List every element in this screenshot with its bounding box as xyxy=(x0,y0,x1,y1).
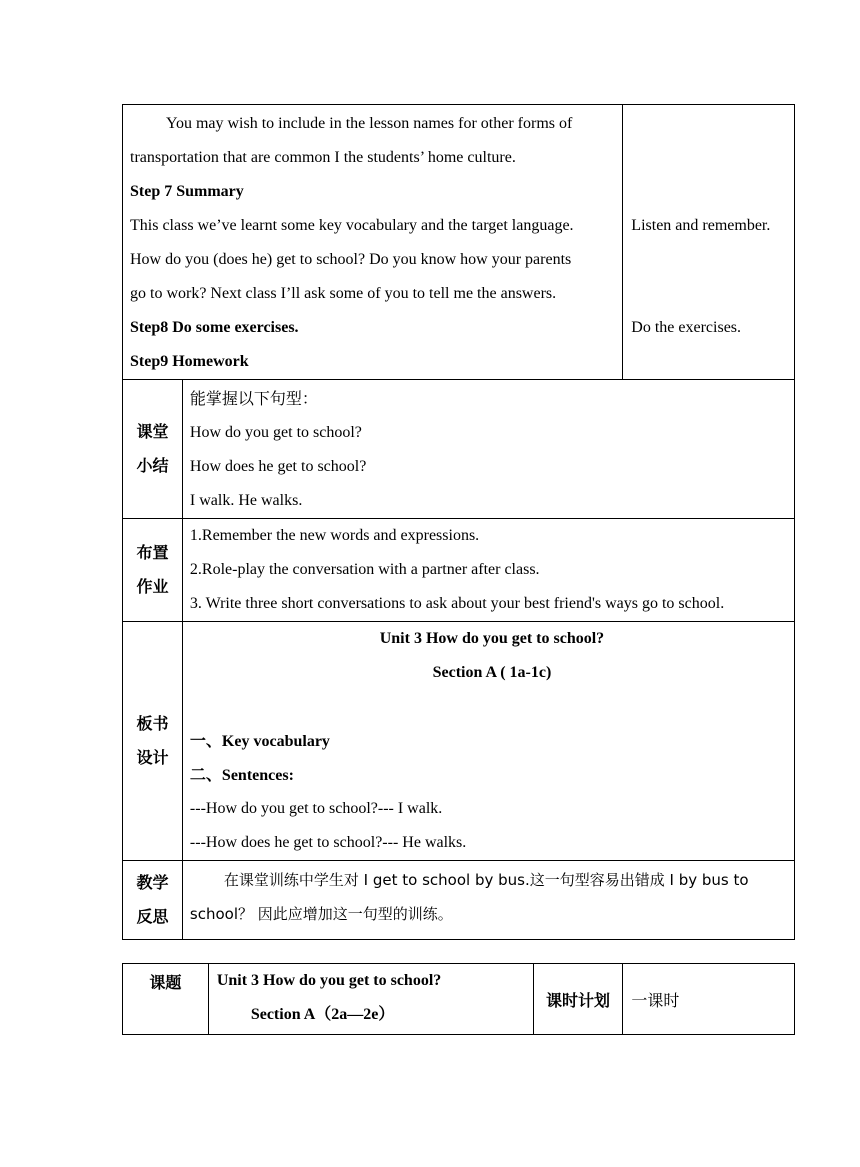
procedure-row xyxy=(123,105,795,380)
board-label: 板书 设计 xyxy=(123,622,183,861)
plan-row xyxy=(123,964,795,1035)
period-value: 一课时 xyxy=(623,964,795,1035)
key-vocabulary-heading: 一、Key vocabulary xyxy=(189,731,330,750)
topic-cell xyxy=(208,964,533,1035)
board-cell xyxy=(182,622,794,861)
homework-line: 3. Write three short conversations to ask about your best friend's ways go to school. xyxy=(189,595,725,612)
board-sentence: ---How does he get to school?--- He walks. xyxy=(189,834,467,851)
summary-line: I walk. He walks. xyxy=(189,492,303,509)
student-activity-cell xyxy=(623,105,795,380)
procedure-line: go to work? Next class I’ll ask some of you to tell me the answers. xyxy=(130,285,557,302)
procedure-cell xyxy=(123,105,623,380)
reflection-line: school？ 因此应增加这一句型的训练。 xyxy=(189,905,453,923)
procedure-line: How do you (does he) get to school? Do you know how your parents xyxy=(130,251,572,268)
board-subtitle: Section A ( 1a-1c) xyxy=(432,664,552,681)
step-heading: Step8 Do some exercises. xyxy=(130,319,299,336)
summary-line: How do you get to school? xyxy=(189,424,362,441)
reflection-row xyxy=(123,861,795,940)
summary-line: 能掌握以下句型： xyxy=(189,389,318,408)
step-heading: Step 7 Summary xyxy=(130,183,244,200)
reflection-label: 教学 反思 xyxy=(123,861,183,940)
reflection-cell xyxy=(182,861,794,940)
board-sentence: ---How do you get to school?--- I walk. xyxy=(189,800,443,817)
homework-label: 布置 作业 xyxy=(123,519,183,622)
procedure-line: You may wish to include in the lesson names for other forms of xyxy=(166,115,573,132)
board-title: Unit 3 How do you get to school? xyxy=(379,630,605,647)
homework-cell xyxy=(182,519,794,622)
reflection-line: 在课堂训练中学生对 I get to school by bus.这一句型容易出错成 I by bus to xyxy=(223,871,749,889)
summary-line: How does he get to school? xyxy=(189,458,367,475)
summary-row xyxy=(123,380,795,519)
homework-line: 2.Role-play the conversation with a partner after class. xyxy=(189,561,540,578)
summary-label: 课堂 小结 xyxy=(123,380,183,519)
period-label: 课时计划 xyxy=(533,964,623,1035)
procedure-line: transportation that are common I the students’ home culture. xyxy=(130,149,516,166)
plan-table xyxy=(122,963,795,1035)
board-row xyxy=(123,622,795,861)
procedure-line: This class we’ve learnt some key vocabulary and the target language. xyxy=(130,217,574,234)
homework-line: 1.Remember the new words and expressions. xyxy=(189,527,480,544)
plan-section: Section A（2a—2e） xyxy=(250,1006,395,1023)
topic-label: 课题 xyxy=(123,964,209,1035)
sentences-heading: 二、Sentences: xyxy=(189,765,294,784)
summary-cell xyxy=(182,380,794,519)
activity-line: Do the exercises. xyxy=(631,319,742,336)
activity-line: Listen and remember. xyxy=(631,217,771,234)
step-heading: Step9 Homework xyxy=(130,353,249,370)
lesson-table xyxy=(122,104,795,940)
homework-row xyxy=(123,519,795,622)
plan-unit-title: Unit 3 How do you get to school? xyxy=(216,972,442,989)
